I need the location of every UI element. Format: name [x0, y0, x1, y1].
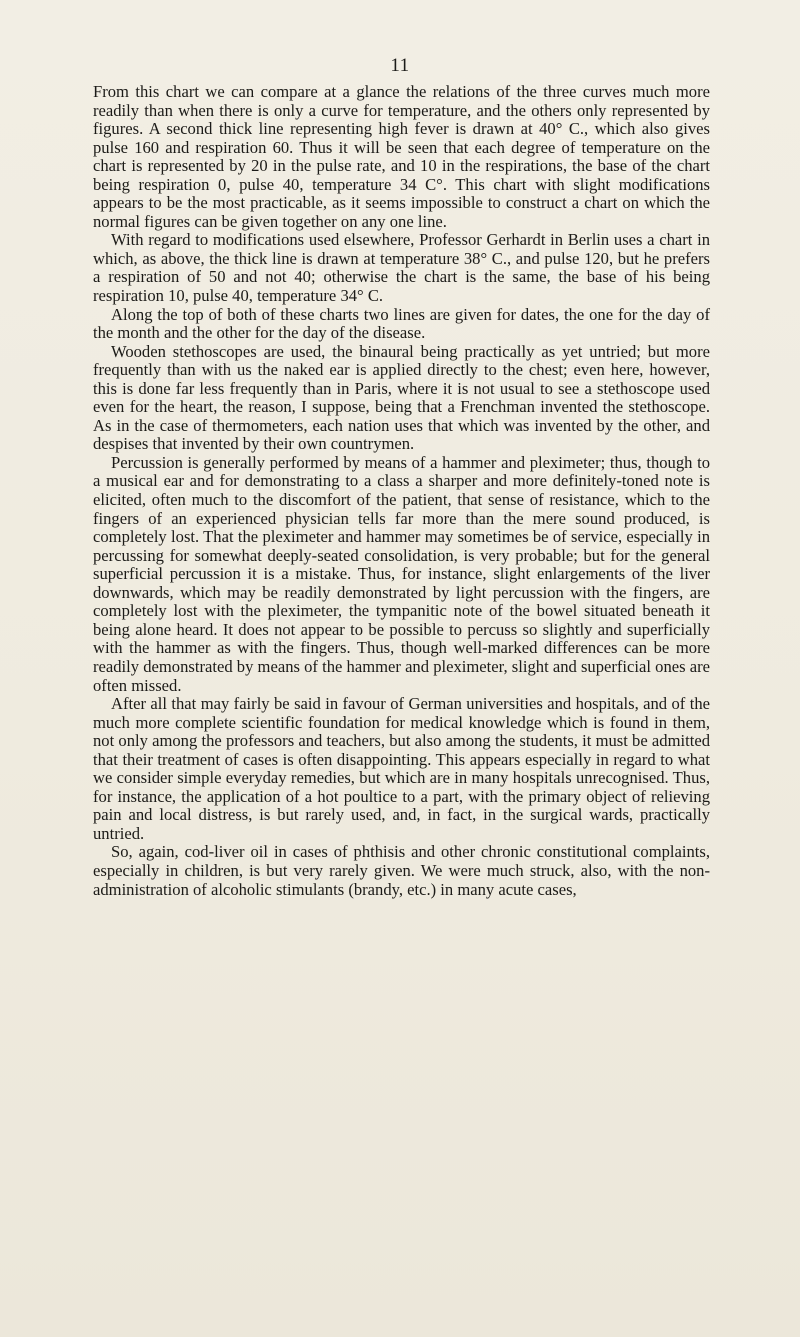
page-number: 11	[390, 55, 410, 76]
paragraph-treatment: After all that may fairly be said in favour of German universities and hospitals, and of the much more complete scientific foundation for medical knowledge which is found in them, not only among the professors and teachers, but also among the students, it must be admitted that their treatment of cases is often disappointing. This appears especially in regard to what we consider simple everyday remedies, but which are in many hospitals unrecognised. Thus, for instance, the application of a hot poultice to a part, with the primary object of relieving pain and local distress, is but rarely used, and, in fact, in the surgical wards, practically untried.	[93, 694, 710, 843]
paragraph-stethoscopes: Wooden stethoscopes are used, the binaural being practically as yet untried; but more frequently than with us the naked ear is applied directly to the chest; even here, however, this is done far less frequently than in Paris, where it is not usual to see a stethoscope used even for the heart, the reason, I suppose, being that a Frenchman invented the stethoscope. As in the case of thermometers, each nation uses that which was invented by the other, and despises that invented by their own countrymen.	[93, 341, 710, 454]
body-text	[93, 83, 710, 899]
paragraph-gerhardt-chart: With regard to modifications used elsewhere, Professor Gerhardt in Berlin uses a chart in which, as above, the thick line is drawn at temperature 38° C., and pulse 120, but he prefers a respiration of 50 and not 40; otherwise the chart is the same, the base of his being respiration 10, pulse 40, temperature 34° C.	[93, 230, 710, 306]
paragraph-date-lines: Along the top of both of these charts two lines are given for dates, the one for the day of the month and the other for the day of the disease.	[93, 304, 710, 343]
paragraph-chart-comparison: From this chart we can compare at a glance the relations of the three curves much more readily than when there is only a curve for temperature, and the others only represented by figures. A second thick line representing high fever is drawn at 40° C., which also gives pulse 160 and respiration 60. Thus it will be seen that each degree of temperature on the chart is represented by 20 in the pulse rate, and 10 in the respirations, the base of the chart being respiration 0, pulse 40, temperature 34 C°. This chart with slight modifications appears to be the most practicable, as it seems impossible to construct a chart on which the normal figures can be given together on any one line.	[93, 82, 710, 231]
paragraph-cod-liver-oil: So, again, cod-liver oil in cases of phthisis and other chronic constitutional complaints, especially in children, is but very rarely given. We were much struck, also, with the non-administration of alcoholic stimulants (brandy, etc.) in many acute cases,	[93, 842, 710, 899]
paragraph-percussion: Percussion is generally performed by means of a hammer and pleximeter; thus, though to a musical ear and for demonstrating to a class a sharper and more definitely-toned note is elicited, often much to the discomfort of the patient, that sense of resistance, which to the fingers of an experienced physician tells far more than the mere sound produced, is completely lost. That the pleximeter and hammer may sometimes be of service, especially in percussing for somewhat deeply-seated consolidation, is very probable; but for the general superficial percussion it is a mistake. Thus, for instance, slight enlargements of the liver downwards, which may be readily demonstrated by light percussion with the fingers, are completely lost with the pleximeter, the tympanitic note of the bowel situated beneath it being alone heard. It does not appear to be possible to percuss so slightly and superficially with the hammer as with the fingers. Thus, though well-marked differences can be more readily demonstrated by means of the hammer and pleximeter, slight and superficial ones are often missed.	[93, 452, 710, 695]
